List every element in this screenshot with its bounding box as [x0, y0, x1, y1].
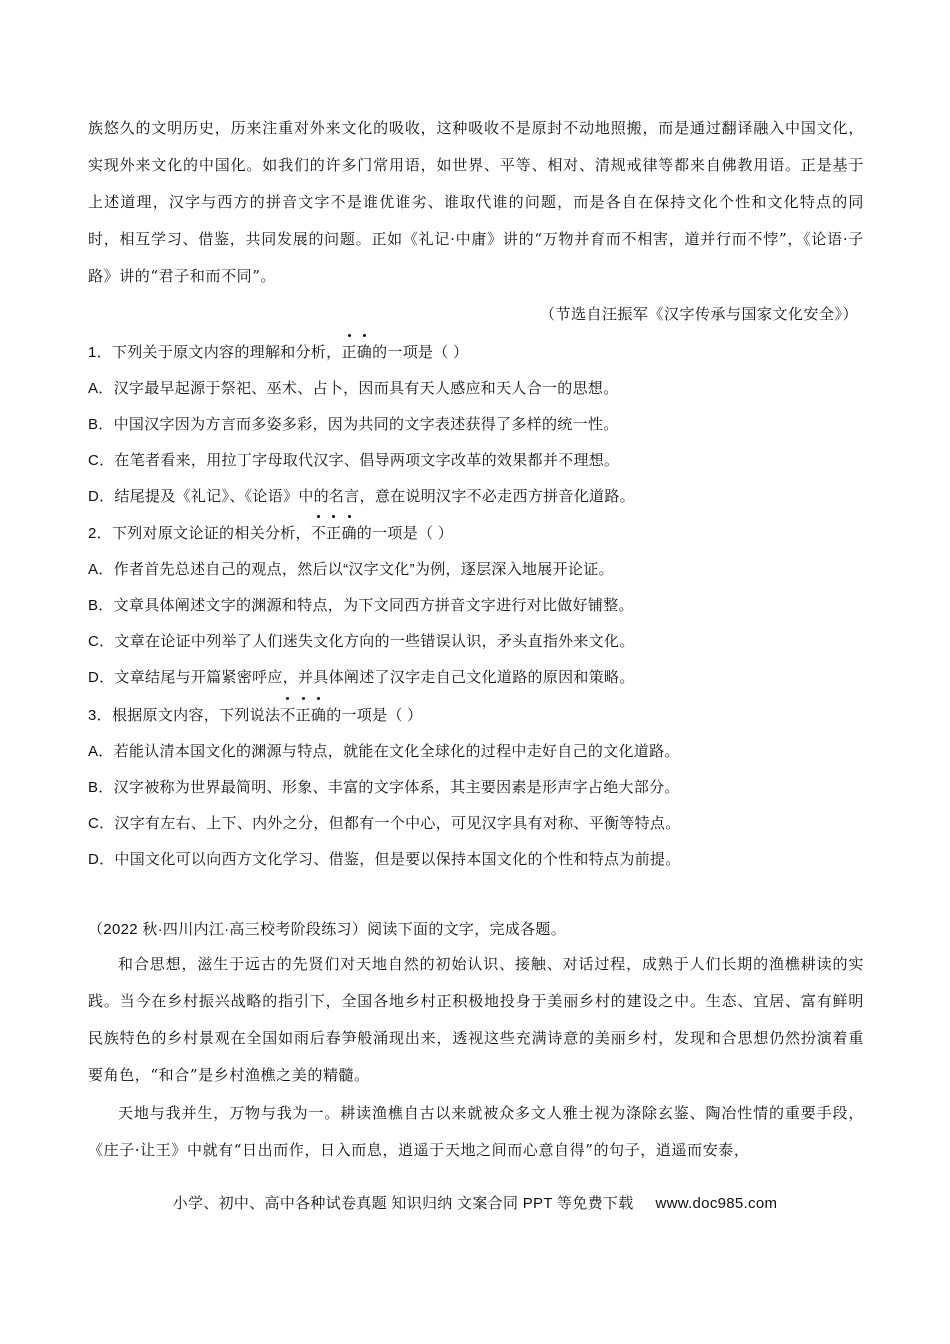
passage1-source: （节选自汪振军《汉字传承与国家文化安全》） [539, 305, 858, 323]
footer-link[interactable]: www.doc985.com [655, 1195, 778, 1212]
question-3-option-c[interactable]: C．汉字有左右、上下、内外之分，但都有一个中心，可见汉字具有对称、平衡等特点。 [88, 815, 681, 832]
question-1-option-d[interactable]: D．结尾提及《礼记》、《论语》中的名言，意在说明汉字不必走西方拼音化道路。 [88, 488, 635, 505]
emphasis-text [280, 707, 326, 724]
question-2-option-c[interactable]: C．文章在论证中列举了人们迷失文化方向的一些错误认识，矛头直指外来文化。 [88, 633, 635, 650]
passage2-paragraph-2: 天地与我并生，万物与我为一。耕读渔樵自古以来就被众多文人雅士视为涤除玄鉴、陶冶性情的重要手段，《庄子·让王》中就有“日出而作，日入而息，逍遥于天地之间而心意自得”的句子，逍遥而安泰， [88, 1104, 864, 1159]
question-stem-text: 的一项是（ ） [372, 344, 469, 361]
passage2-intro: （2022 秋·四川内江·高三校考阶段练习）阅读下面的文字，完成各题。 [88, 921, 567, 938]
question-3-stem [88, 704, 868, 725]
question-stem-text: 下列对原文论证的相关分析， [111, 525, 311, 542]
emphasis-char: 正 [341, 341, 356, 362]
emphasis-char: 确 [341, 522, 356, 543]
question-stem-text: 的一项是（ ） [356, 525, 454, 542]
question-3-option-d[interactable]: D．中国文化可以向西方文化学习、借鉴，但是要以保持本国文化的个性和特点为前提。 [88, 851, 681, 868]
emphasis-char: 不 [311, 522, 326, 543]
emphasis-char: 确 [357, 341, 372, 362]
question-number: 2． [88, 525, 112, 542]
question-1-option-c[interactable]: C．在笔者看来，用拉丁字母取代汉字、倡导两项文字改革的效果都并不理想。 [88, 452, 620, 469]
question-stem-text: 的一项是（ ） [326, 707, 423, 724]
question-2-option-d[interactable]: D．文章结尾与开篇紧密呼应，并具体阐述了汉字走自己文化道路的原因和策略。 [88, 669, 635, 686]
question-2-stem [88, 522, 868, 543]
question-3-option-a[interactable]: A．若能认清本国文化的渊源与特点，就能在文化全球化的过程中走好自己的文化道路。 [88, 743, 680, 760]
emphasis-char: 不 [280, 704, 295, 725]
question-number: 1． [88, 344, 112, 361]
emphasis-text [311, 525, 357, 542]
question-1-stem [88, 341, 868, 362]
question-2-option-a[interactable]: A．作者首先总述自己的观点，然后以“汉字文化”为例，逐层深入地展开论证。 [88, 561, 614, 578]
emphasis-text [341, 344, 372, 361]
question-number: 3． [88, 707, 112, 724]
question-stem-text: 下列关于原文内容的理解和分析， [111, 344, 342, 361]
question-1-option-a[interactable]: A．汉字最早起源于祭祀、巫术、占卜，因而具有天人感应和天人合一的思想。 [88, 380, 619, 397]
emphasis-char: 正 [296, 704, 311, 725]
page-footer [0, 1192, 950, 1213]
question-3-option-b[interactable]: B．汉字被称为世界最简明、形象、丰富的文字体系，其主要因素是形声字占绝大部分。 [88, 779, 680, 796]
emphasis-char: 正 [326, 522, 341, 543]
question-1-option-b[interactable]: B．中国汉字因为方言而多姿多彩，因为共同的文字表述获得了多样的统一性。 [88, 416, 619, 433]
passage2-paragraph-1: 和合思想，滋生于远古的先贤们对天地自然的初始认识、接触、对话过程，成熟于人们长期的渔樵耕读的实践。当今在乡村振兴战略的指引下，全国各地乡村正积极地投身于美丽乡村的建设之中。生态、宜居、富有鲜明民族特色的乡村景观在全国如雨后春笋般涌现出来，透视这些充满诗意的美丽乡村，发现和合思想仍然扮演着重要角色，“和合”是乡村渔樵之美的精髓。 [88, 955, 864, 1084]
passage1-paragraph: 族悠久的文明历史，历来注重对外来文化的吸收，这种吸收不是原封不动地照搬，而是通过翻译融入中国文化，实现外来文化的中国化。如我们的许多门常用语，如世界、平等、相对、清规戒律等都来自佛教用语。正是基于上述道理，汉字与西方的拼音文字不是谁优谁劣、谁取代谁的问题，而是各自在保持文化个性和文化特点的同时，相互学习、借鉴，共同发展的问题。正如《礼记·中庸》讲的“万物并育而不相害，道并行而不悖”，《论语·子路》讲的“君子和而不同”。 [88, 119, 864, 285]
question-stem-text: 根据原文内容，下列说法 [111, 707, 281, 724]
footer-text: 小学、初中、高中各种试卷真题 知识归纳 文案合同 PPT 等免费下载 [172, 1195, 634, 1212]
emphasis-char: 确 [311, 704, 326, 725]
question-2-option-b[interactable]: B．文章具体阐述文字的渊源和特点，为下文同西方拼音文字进行对比做好铺整。 [88, 597, 634, 614]
